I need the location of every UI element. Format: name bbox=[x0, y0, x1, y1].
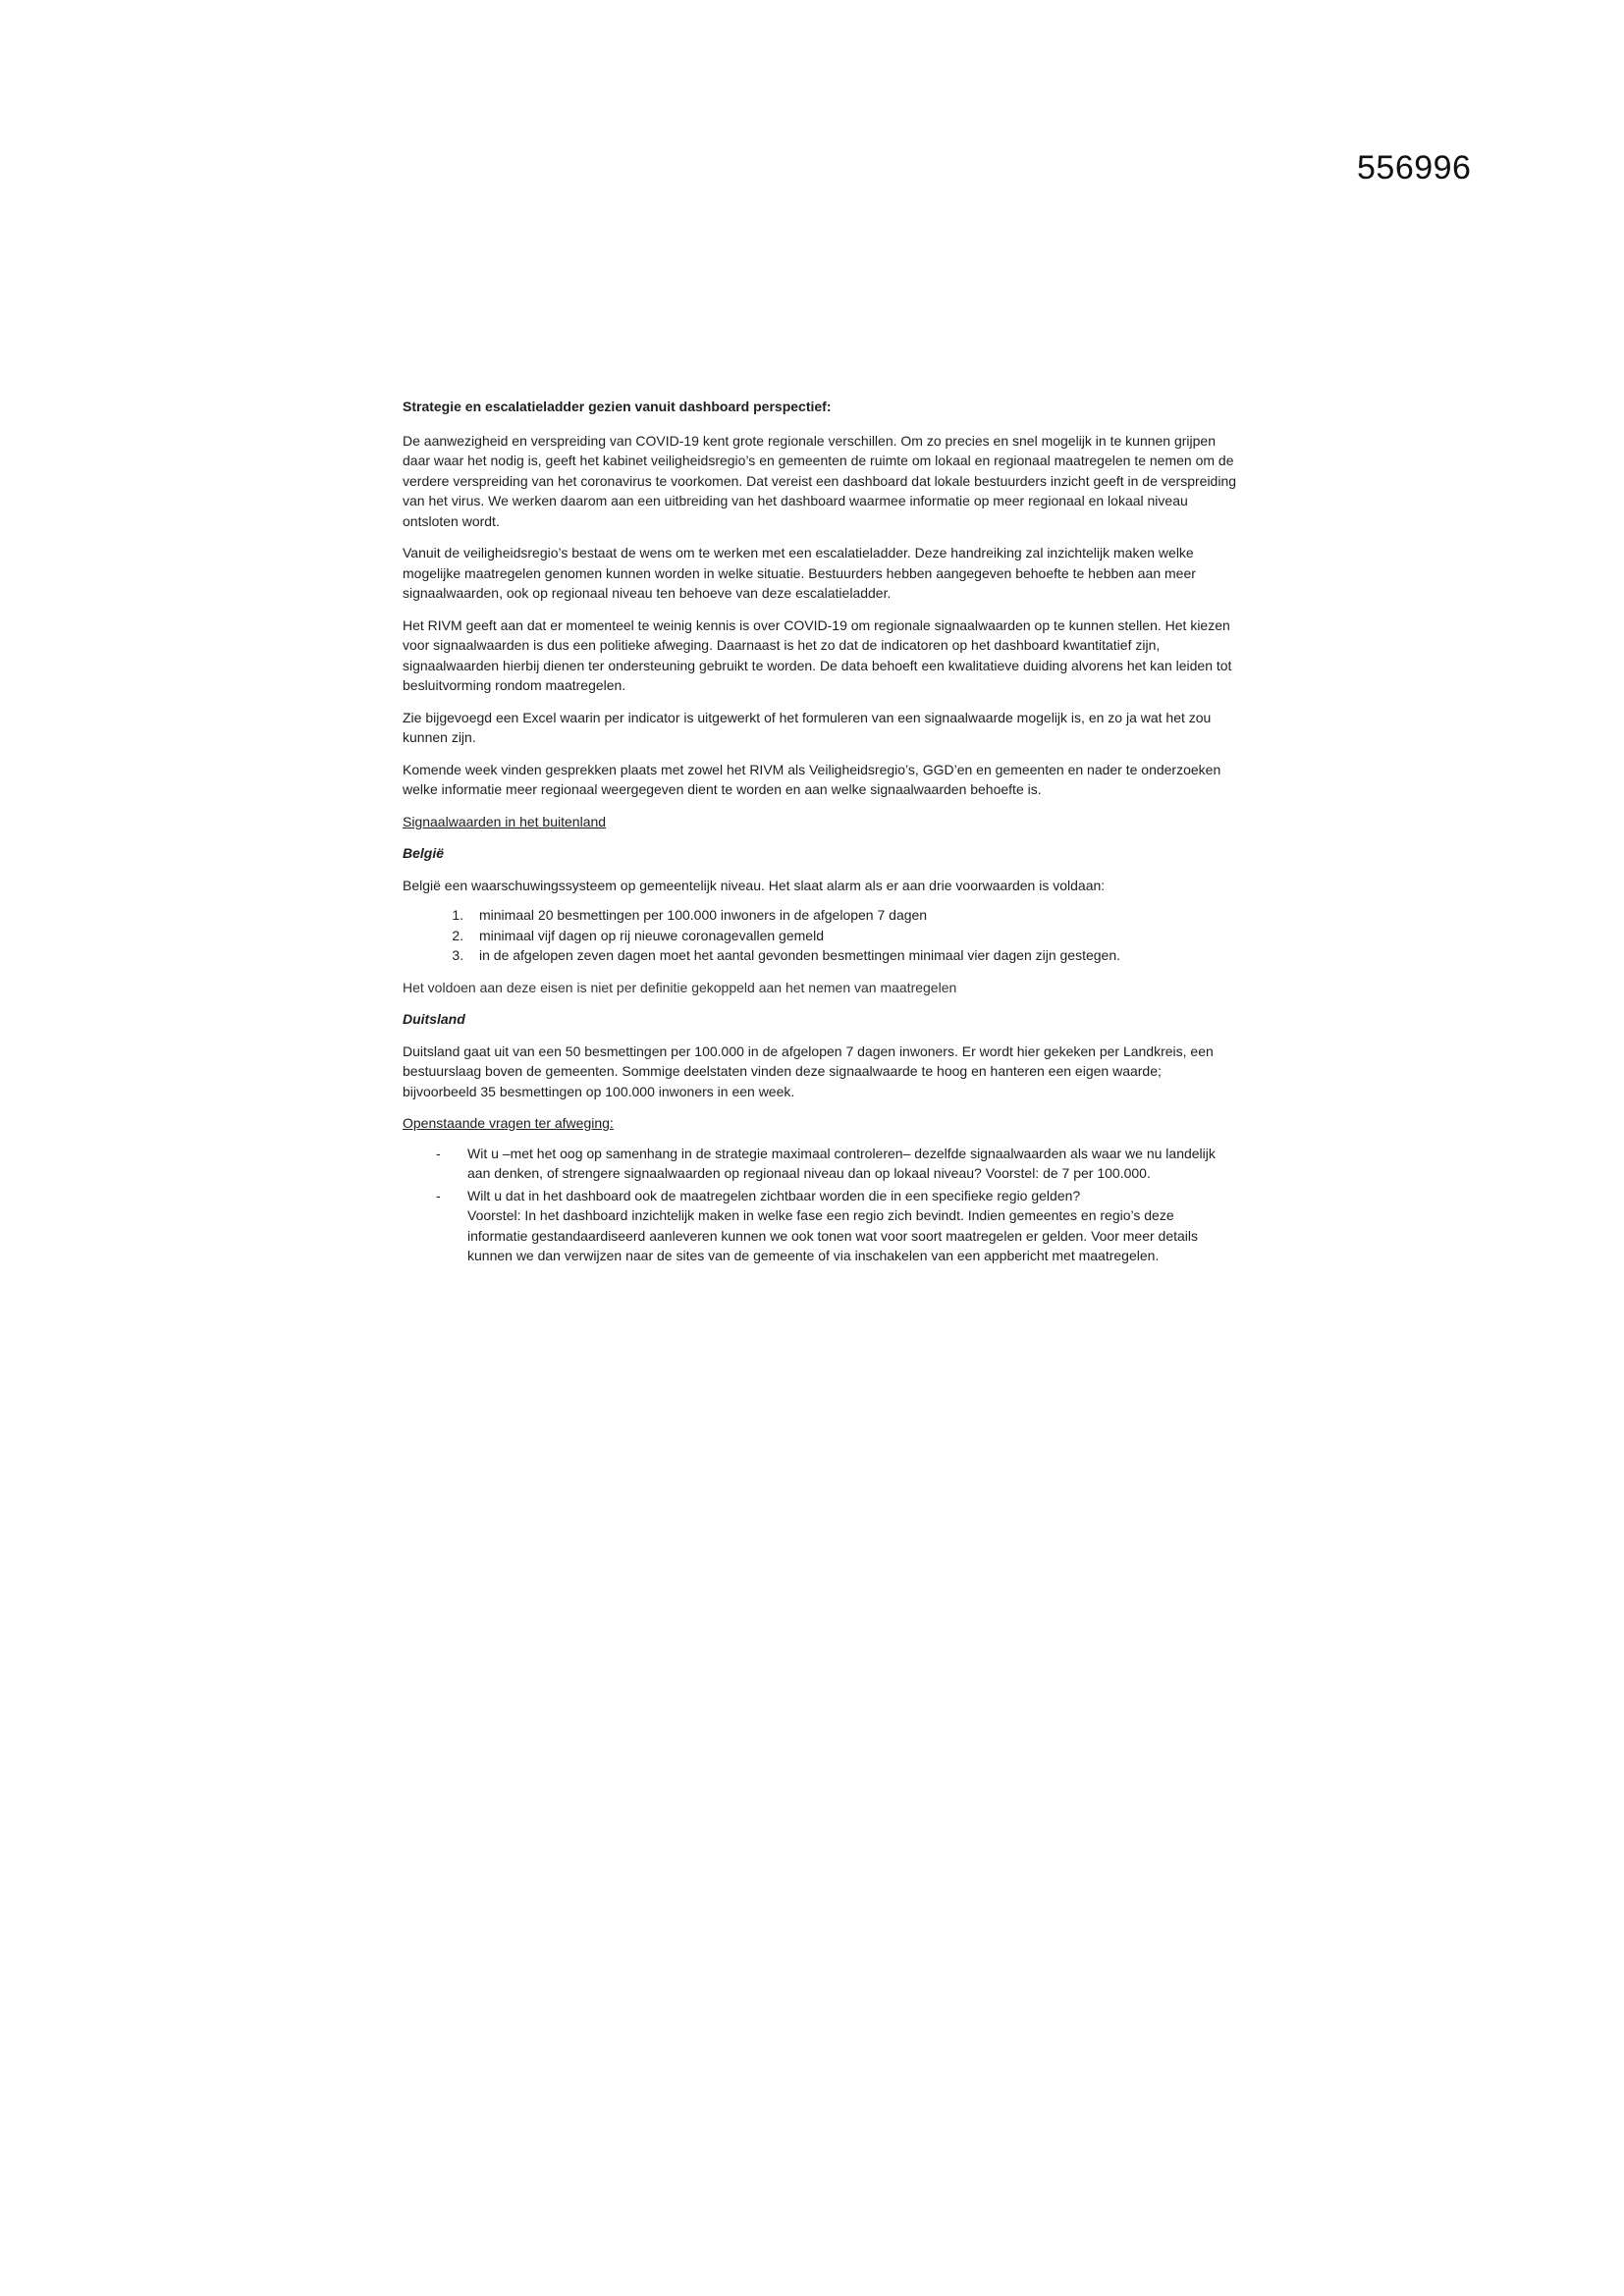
paragraph-rivm: Het RIVM geeft aan dat er momenteel te weinig kennis is over COVID-19 om regionale signaalwaarden op te kunnen stellen. Het kiezen voor signaalwaarden is dus een politieke afweging. Daarnaast is het zo dat de indicatoren op het dashboard kwantitatief zijn, signaalwaarden hierbij dienen ter ondersteuning gebruikt te worden. De data behoeft een kwalitatieve duiding alvorens het kan leiden tot besluitvorming rondom maatregelen. bbox=[403, 616, 1232, 693]
paragraph-upcoming-talks: Komende week vinden gesprekken plaats met zowel het RIVM als Veiligheidsregio’s, GGD’en en gemeenten en nader te onderzoeken welke informatie meer regionaal weergegeven dient te worden en aan welke signaalwaarden behoefte is. bbox=[403, 761, 1221, 797]
document-title: Strategie en escalatieladder gezien vanuit dashboard perspectief: bbox=[403, 399, 832, 414]
question-text: Wit u –met het oog op samenhang in de strategie maximaal controleren– dezelfde signaalwaarden als waar we nu landelijk aan denken, of strengere signaalwaarden op regionaal niveau dan op lokaal niveau? Voorstel: de 7 per 100.000. bbox=[467, 1145, 1216, 1181]
list-item: 2. minimaal vijf dagen op rij nieuwe coronagevallen gemeld bbox=[467, 926, 1237, 946]
belgium-note: Het voldoen aan deze eisen is niet per definitie gekoppeld aan het nemen van maatregelen bbox=[403, 979, 957, 995]
section-heading-abroad: Signaalwaarden in het buitenland bbox=[403, 813, 607, 829]
belgium-heading: België bbox=[403, 845, 445, 861]
document-body bbox=[403, 397, 1237, 1268]
list-item bbox=[403, 1186, 1237, 1266]
belgium-intro: België een waarschuwingssysteem op gemeentelijk niveau. Het slaat alarm als er aan drie voorwaarden is voldaan: bbox=[403, 877, 1106, 893]
bullet-dash: - bbox=[436, 1187, 441, 1203]
list-item bbox=[403, 1144, 1237, 1184]
questions-list bbox=[403, 1144, 1237, 1266]
paragraph-intro: De aanwezigheid en verspreiding van COVID-19 kent grote regionale verschillen. Om zo precies en snel mogelijk in te kunnen grijpen daar waar het nodig is, geeft het kabinet veiligheidsregio’s en gemeenten de ruimte om lokaal en regionaal maatregelen te nemen om de verdere verspreiding van het coronavirus te voorkomen. Dat vereist een dashboard dat lokale bestuurders inzicht geeft in de verspreiding van het virus. We werken daarom aan een uitbreiding van het dashboard waarmee informatie op meer regionaal en lokaal niveau ontsloten wordt. bbox=[403, 432, 1237, 529]
germany-heading: Duitsland bbox=[403, 1011, 465, 1027]
bullet-dash: - bbox=[436, 1145, 441, 1161]
belgium-section bbox=[403, 843, 1237, 997]
paragraph-escalation-ladder: Vanuit de veiligheidsregio’s bestaat de wens om te werken met een escalatieladder. Deze handreiking zal inzichtelijk maken welke mogelijke maatregelen genomen kunnen worden in welke situatie. Bestuurders hebben aangegeven behoefte te hebben aan meer signaalwaarden, ook op regionaal niveau ten behoeve van deze escalatieladder. bbox=[403, 545, 1196, 601]
question-text: Wilt u dat in het dashboard ook de maatregelen zichtbaar worden die in een specifieke regio gelden? bbox=[467, 1187, 1081, 1203]
list-item: 3. in de afgelopen zeven dagen moet het aantal gevonden besmettingen minimaal vier dagen zijn gestegen. bbox=[467, 945, 1237, 966]
document-number: 556996 bbox=[1357, 149, 1472, 187]
paragraph-excel: Zie bijgevoegd een Excel waarin per indicator is uitgewerkt of het formuleren van een signaalwaarde mogelijk is, en zo ja wat het zou kunnen zijn. bbox=[403, 709, 1212, 745]
question-proposal: Voorstel: In het dashboard inzichtelijk maken in welke fase een regio zich bevindt. Indien gemeentes en regio’s deze informatie gestandaardiseerd aanleveren kunnen we ook tonen wat voor soort maatregelen er gelden. Voor meer details kunnen we dan verwijzen naar de sites van de gemeente of via inschakelen van een appbericht met maatregelen. bbox=[467, 1207, 1199, 1263]
germany-section bbox=[403, 1009, 1237, 1101]
list-item: 1. minimaal 20 besmettingen per 100.000 inwoners in de afgelopen 7 dagen bbox=[467, 905, 1237, 926]
section-heading-questions: Openstaande vragen ter afweging: bbox=[403, 1115, 614, 1131]
germany-text: Duitsland gaat uit van een 50 besmettingen per 100.000 in de afgelopen 7 dagen inwoners. Er wordt hier gekeken per Landkreis, een bestuurslaag boven de gemeenten. Sommige deelstaten vinden deze signaalwaarde te hoog en hanteren een eigen waarde; bijvoorbeeld 35 besmettingen op 100.000 inwoners in een week. bbox=[403, 1042, 1214, 1099]
belgium-conditions-list bbox=[403, 905, 1237, 966]
